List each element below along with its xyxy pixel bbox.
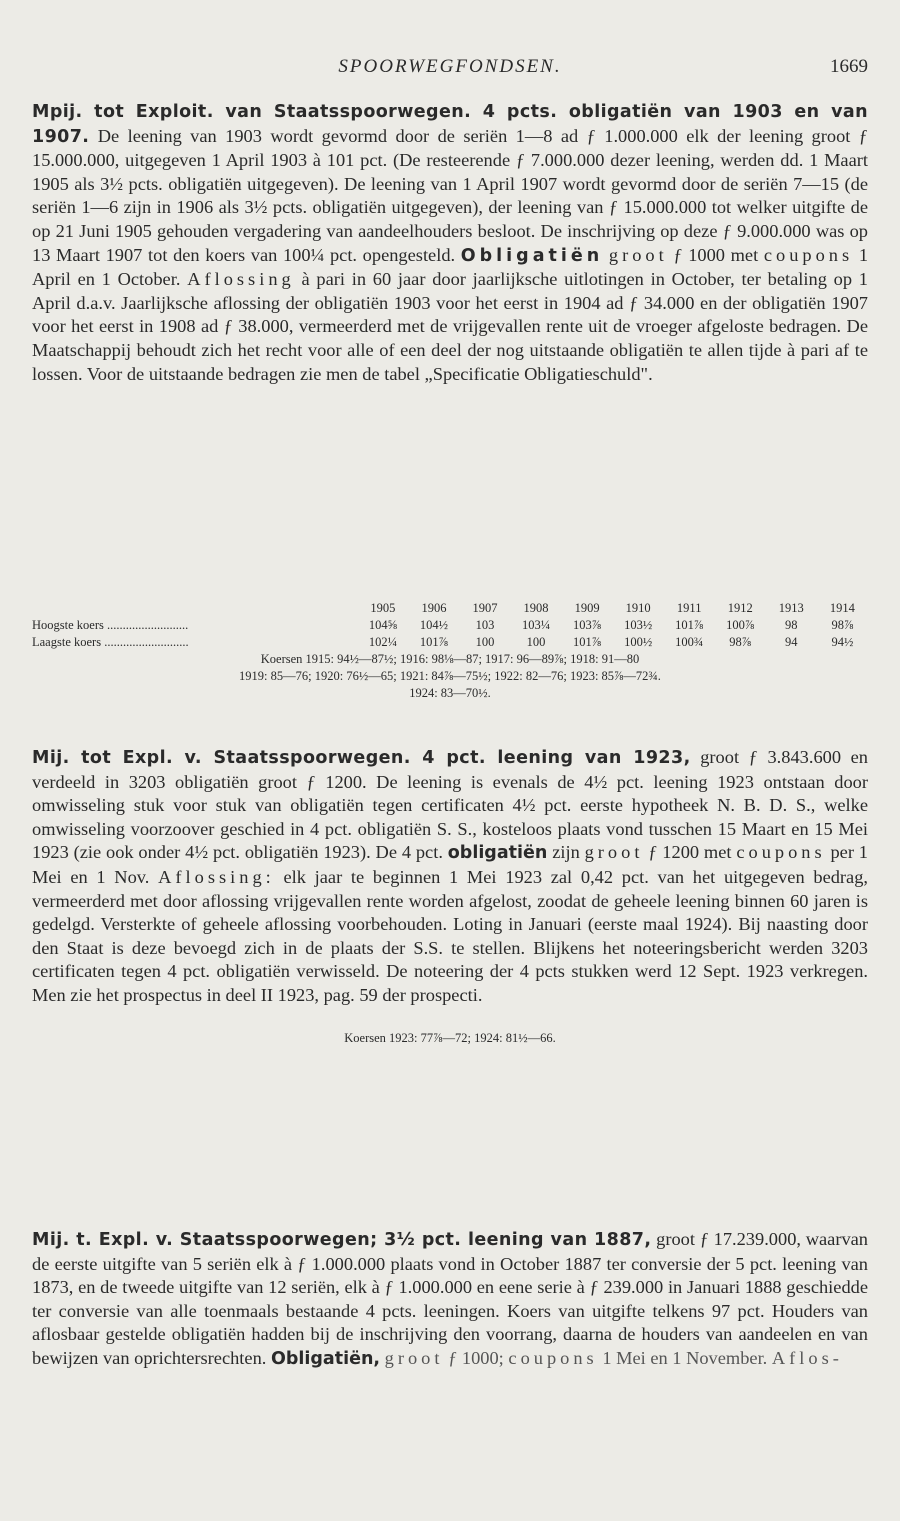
year-cell: 1912 [727, 601, 753, 615]
table-cell: 100 [475, 635, 495, 649]
section-1-text-3: 1 April en 1 October. [32, 244, 869, 290]
section-3-paragraph [32, 1228, 868, 1372]
year-cell: 1906 [421, 601, 447, 615]
table-cell: 101⅞ [419, 635, 448, 649]
section-1-text-4: à pari in 60 jaar door jaarlijksche uitlotingen in October, ter betaling op 1 April d.a.v. Jaarlijksche aflossing der obligatiën 1903 voor het eerst in 1904 ad ƒ 34.000 en der obligatiën 1907 voor het eerst in 1908 ad ƒ 38.000, vermeerderd met de vrijgevallen rente uit de vroeger afgeloste bedragen. De Maatschappij behoudt zich het recht voor alle of een deel der nog uitstaande obligatiën te allen tijde à pari af te lossen. Voor de uitstaande bedragen zie men de tabel „Specificatie Obligatieschuld". [32, 269, 868, 384]
table-cell: 103⅞ [573, 618, 602, 632]
section-1-spaced-coupons: coupons [763, 244, 854, 265]
section-3-bold-obligatien: Obligatiën, [270, 1348, 381, 1369]
table-cell: 101⅞ [675, 618, 704, 632]
section-1-bold-obligatien: Obligatiën [460, 245, 604, 266]
table-cell: 98⅞ [831, 618, 854, 632]
section-2-paragraph [32, 746, 868, 1008]
table-cell: 104⅝ [368, 618, 397, 632]
koers-table [32, 600, 868, 651]
section-2-koersen: Koersen 1923: 77⅞—72; 1924: 81½—66. [344, 1030, 556, 1045]
section-2-text-5: elk jaar te beginnen 1 Mei 1923 zal 0,42 pct. van het uitgegeven bedrag, vermeerderd met door aflossing vrijgevallen rente worden afgelost, zoodat de geheele leening binnen 60 jaren is gedelgd. Versterkte of geheele aflossing voorbehouden. Loting in Januari (eerste maal 1924). Bij naasting door den Staat is deze bevoegd zich in de plaats der S.S. te stellen. Blijkens het noteeringsbericht werden 3203 certificaten tegen 4 pct. obligatiën verwisseld. De noteering der 4 pcts stukken werd 12 Sept. 1923 verkregen. Men zie het prospectus in deel II 1923, pag. 59 der prospecti. [32, 866, 869, 1005]
year-cell: 1907 [472, 601, 498, 615]
table-row [32, 617, 868, 634]
section-3-text-2: ƒ 1000; [448, 1347, 504, 1368]
koers-table-header-row [32, 600, 868, 617]
koersen-line-2: 1919: 85—76; 1920: 76½—65; 1921: 84⅞—75½; 1922: 82—76; 1923: 85⅞—72¾. [239, 669, 661, 683]
table-cell: 102¼ [368, 635, 397, 649]
section-3-spaced-coupons: coupons [508, 1347, 598, 1368]
section-1-text-1: De leening van 1903 wordt gevormd door de seriën 1—8 ad ƒ 1.000.000 elk der leening groot ƒ 15.000.000, uitgegeven 1 April 1903 à 101 pct. (De resteerende ƒ 7.000.000 dezer leening, werden dd. 1 Maart 1905 als 3½ pcts. obligatiën uitgegeven). De leening van 1 April 1907 wordt gevormd door de seriën 7—15 (de seriën 1—6 zijn in 1906 als 3½ pcts. obligatiën uitgegeven), der leening van ƒ 15.000.000 tot welker uitgifte de op 21 Juni 1905 gehouden vergadering van aandeelhouders besloot. De inschrijving op deze ƒ 9.000.000 was op 13 Maart 1907 tot den koers van 100¼ pct. opengesteld. [32, 125, 868, 265]
section-3-spaced-aflossing: Aflos- [771, 1347, 843, 1368]
year-cell: 1914 [829, 601, 855, 615]
koersen-line-1: Koersen 1915: 94½—87½; 1916: 98⅛—87; 1917: 96—89⅞; 1918: 91—80 [260, 652, 640, 666]
section-1-spaced-groot: groot [608, 244, 668, 265]
section-3-text-3: 1 Mei en 1 November. [602, 1347, 768, 1368]
section-2-bold-obligatien: obligatiën [447, 843, 548, 864]
section-2-text-2: zijn [552, 842, 580, 863]
table-row [32, 634, 868, 651]
page-number: 1669 [830, 56, 868, 77]
section-1-paragraph [32, 100, 868, 386]
year-cell: 1911 [676, 601, 702, 615]
section-2-heading: Mij. tot Expl. v. Staatsspoorwegen. 4 pct. leening van 1923, [32, 748, 691, 768]
section-2 [32, 746, 868, 1047]
section-2-text-4: per 1 Mei en 1 Nov. [32, 842, 868, 887]
row-label: Laagste koers ........................... [32, 635, 189, 649]
section-3-text-1: groot ƒ 17.239.000, waarvan de eerste uitgifte van 5 seriën elk à ƒ 1.000.000 plaats vond in October 1887 ter conversie der 5 pct. leening van 1873, en de tweede uitgifte van 12 seriën, elk à ƒ 1.000.000 en eene serie à ƒ 239.000 in Januari 1888 geschiedde ter conversie van alle toenmaals bestaande 4 pcts. leeningen. Koers van uitgifte telkens 97 pct. Houders van aflosbaar gestelde obligatiën hadden bij de inschrijving den voorrang, daarna de houders van aandeelen en van bewijzen van oprichtersrechten. [32, 1229, 868, 1368]
section-1-text-2: ƒ 1000 met [673, 244, 759, 265]
section-2-text-3: ƒ 1200 met [648, 842, 732, 863]
table-cell: 98 [785, 618, 798, 632]
table-cell: 100 [526, 635, 546, 649]
section-2-spaced-coupons: coupons [736, 842, 826, 863]
koersen-line-3: 1924: 83—70½. [409, 686, 491, 700]
section-1 [32, 100, 868, 386]
running-title: SPOORWEGFONDSEN. [338, 56, 562, 77]
koers-table-block [32, 600, 868, 702]
page-header [32, 52, 868, 86]
table-cell: 100¾ [675, 635, 704, 649]
table-cell: 100⅞ [726, 618, 755, 632]
table-cell: 103 [475, 618, 495, 632]
section-3 [32, 1228, 868, 1372]
year-cell: 1909 [574, 601, 600, 615]
section-1-heading: Mpij. tot Exploit. van Staatsspoorwegen. 4 pcts. obligatiën van 1903 en van 1907. [32, 102, 868, 147]
table-cell: 100½ [624, 635, 653, 649]
year-cell: 1908 [523, 601, 549, 615]
table-cell: 98⅞ [729, 635, 752, 649]
section-1-spaced-aflossing: Aflossing [187, 269, 295, 290]
table-cell: 101⅞ [573, 635, 602, 649]
table-cell: 103¼ [521, 618, 551, 632]
table-cell: 104½ [419, 618, 448, 632]
section-2-spaced-groot: groot [584, 842, 644, 863]
year-cell: 1910 [625, 601, 651, 615]
row-label: Hoogste koers .......................... [32, 618, 189, 632]
section-2-text-1: groot ƒ 3.843.600 en verdeeld in 3203 obligatiën groot ƒ 1200. De leening is evenals de 4½ pct. leening 1923 ontstaan door omwisseling stuk voor stuk van obligatiën tegen certificaten 4½ pct. eerste hypotheek N. B. D. S., welke omwisseling voorzoover geschied in 4 pct. obligatiën S. S., kosteloos plaats vond tusschen 15 Maart en 15 Mei 1923 (zie ook onder 4½ pct. obligatiën 1923). De 4 pct. [32, 747, 868, 863]
table-cell: 94 [785, 635, 798, 649]
year-cell: 1913 [778, 601, 804, 615]
table-cell: 94½ [831, 635, 854, 649]
section-2-spaced-aflossing: Aflossing: [158, 866, 275, 887]
section-3-heading: Mij. t. Expl. v. Staatsspoorwegen; 3½ pct. leening van 1887, [32, 1230, 652, 1250]
table-cell: 103½ [624, 618, 653, 632]
year-cell: 1905 [370, 601, 396, 615]
section-3-spaced-groot: groot [384, 1347, 444, 1368]
